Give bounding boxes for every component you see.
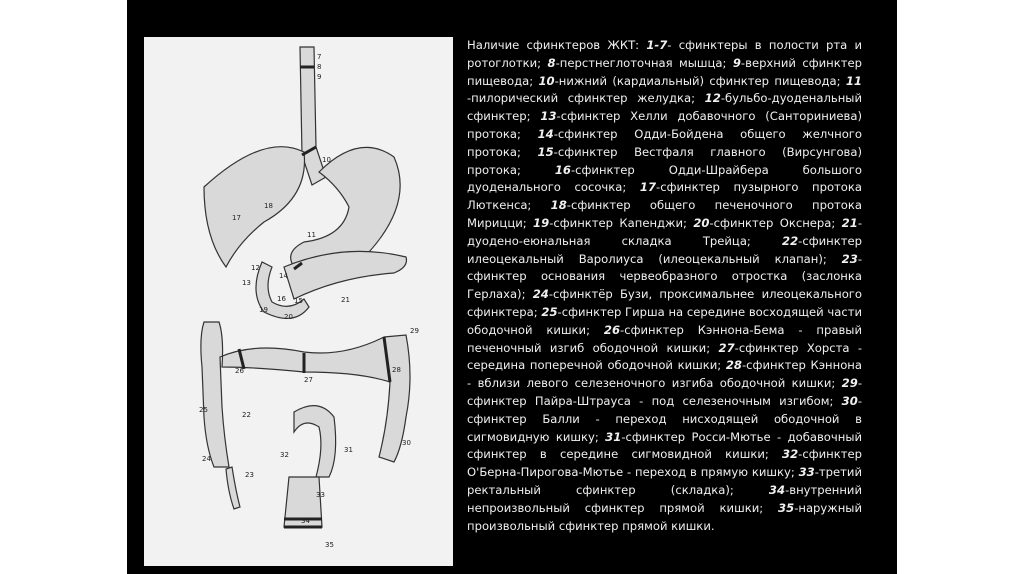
- figure-label: 32: [280, 451, 289, 459]
- caption-text: -сфинктер Гирша на середине восходящей части ободочной кишки;: [467, 304, 862, 337]
- caption-text: -сфинктер Хорста - середина поперечной ободочной кишки;: [467, 340, 862, 373]
- figure-label: 12: [251, 264, 260, 272]
- figure-label: 29: [410, 327, 419, 335]
- figure-label: 34: [301, 517, 310, 525]
- figure-label: 25: [199, 406, 208, 414]
- caption-number: 10: [538, 73, 555, 88]
- figure-label: 23: [245, 471, 254, 479]
- appendix-shape: [226, 467, 240, 509]
- caption-text: -сфинктер илеоцекальный Варолиуса (илеоцекальный клапан);: [467, 233, 862, 266]
- figure-label: 18: [264, 202, 273, 210]
- caption-number: 21: [841, 215, 858, 230]
- figure-label: 14: [279, 272, 288, 280]
- caption-number: 28: [725, 358, 742, 373]
- figure-label: 31: [344, 446, 353, 454]
- figure-label: 17: [232, 214, 241, 222]
- caption-number: 8: [547, 55, 556, 70]
- colon-shape: [201, 322, 410, 467]
- caption-text: -перстнеглоточная мышца;: [555, 55, 733, 70]
- caption-text: -сфинктер Кэннона - вблизи левого селезеночного изгиба ободочной кишки;: [467, 358, 862, 391]
- figure-label: 7: [317, 53, 322, 61]
- caption-text: -наружный произвольный сфинктер прямой кишки.: [467, 500, 862, 533]
- caption-number: 27: [718, 340, 735, 355]
- figure-label: 28: [392, 366, 401, 374]
- caption-text: -сфинктер основания червеобразного отростка (заслонка Герлаха);: [467, 251, 862, 302]
- caption-number: 1-7: [646, 38, 668, 52]
- caption-number: 22: [782, 233, 799, 248]
- gi-tract-illustration: [144, 37, 453, 566]
- caption-text: -сфинктер Окснера;: [709, 215, 842, 230]
- figure-label: 33: [316, 491, 325, 499]
- caption-number: 32: [782, 447, 799, 462]
- caption-text: - сфинктеры в полости рта и ротоглотки;: [467, 38, 862, 70]
- caption-text: -сфинктер общего печеночного протока Мирицци;: [467, 198, 862, 230]
- caption-number: 18: [550, 198, 567, 213]
- caption-number: 19: [533, 215, 550, 230]
- caption-number: 13: [540, 109, 557, 124]
- figure-label: 16: [277, 295, 286, 303]
- figure-label: 24: [202, 455, 211, 463]
- caption-text: -сфинктер Кэннона-Бема - правый печеночный изгиб ободочной кишки;: [467, 322, 862, 355]
- caption-text: -внутренний непроизвольный сфинктер прямой кишки;: [467, 482, 862, 515]
- caption-text: -сфинктер Капенджи;: [549, 215, 694, 230]
- caption-number: 29: [841, 376, 858, 391]
- figure-label: 30: [402, 439, 411, 447]
- figure-label: 10: [322, 156, 331, 164]
- figure-label: 27: [304, 376, 313, 384]
- caption-text: -сфинктер Одди-Бойдена общего желчного протока;: [467, 126, 862, 159]
- caption-number: 14: [537, 126, 554, 141]
- sigmoid-shape: [294, 406, 336, 477]
- caption-text: -сфинктер Вестфаля главного (Вирсунгова) протока;: [467, 144, 862, 177]
- sphincter-description: [467, 37, 862, 569]
- caption-number: 17: [639, 180, 657, 195]
- caption-number: 16: [554, 162, 571, 177]
- caption-number: 11: [845, 73, 862, 88]
- figure-label: 11: [307, 231, 316, 239]
- caption-number: 15: [537, 144, 554, 159]
- caption-text: -сфинктер Балли - переход нисходящей ободочной в сигмовидную кишку;: [467, 393, 862, 444]
- caption-number: 34: [768, 482, 786, 497]
- caption-number: 24: [532, 287, 549, 302]
- caption-number: 26: [603, 322, 621, 337]
- caption-number: 23: [841, 251, 858, 266]
- caption-text: -сфинктер Одди-Шрайбера большого дуоденального сосочка;: [467, 162, 862, 195]
- figure-label: 22: [242, 411, 251, 419]
- caption-number: 30: [841, 393, 858, 408]
- figure-label: 21: [341, 296, 350, 304]
- caption-text: -сфинктер Хелли добавочного (Санториниева) протока;: [467, 109, 862, 141]
- caption-text: -сфинктер О'Берна-Пирогова-Мютье - переход в прямую кишку;: [467, 447, 862, 480]
- figure-label: 20: [284, 313, 293, 321]
- caption-number: 9: [732, 55, 741, 70]
- caption-number: 35: [778, 500, 795, 515]
- anatomy-drawing: [144, 37, 453, 566]
- caption-text: -третий ректальный сфинктер (складка);: [467, 465, 862, 497]
- caption-number: 25: [541, 304, 558, 319]
- caption-text: -дуодено-еюнальная складка Трейца;: [467, 215, 862, 248]
- figure-label: 13: [242, 279, 251, 287]
- figure-label: 15: [294, 297, 303, 305]
- caption-text: -нижний (кардиальный) сфинктер пищевода;: [554, 73, 846, 88]
- caption-number: 20: [693, 215, 710, 230]
- figure-label: 19: [259, 306, 268, 314]
- caption-text: -верхний сфинктер пищевода;: [467, 55, 862, 88]
- figure-label: 8: [317, 63, 322, 71]
- liver-shape: [204, 147, 305, 267]
- caption-number: 33: [798, 465, 815, 480]
- caption-number: 31: [605, 429, 622, 444]
- figure-label: 35: [325, 541, 334, 549]
- figure-label: 9: [317, 73, 322, 81]
- caption-intro: Наличие сфинктеров ЖКТ:: [467, 38, 647, 52]
- caption-text: -бульбо-дуоденальный сфинктер;: [467, 91, 862, 124]
- caption-text: -сфинктёр Бузи, проксимальнее илеоцекального сфинктера;: [467, 287, 862, 319]
- figure-label: 26: [235, 367, 244, 375]
- caption-text: -сфинктер Пайра-Штрауса - под селезеночным изгибом;: [467, 376, 862, 408]
- caption-number: 12: [704, 91, 721, 106]
- caption-text: -пилорический сфинктер желудка;: [467, 91, 705, 106]
- caption-text: -сфинктер Росси-Мютье - добавочный сфинктер в середине сигмовидной кишки;: [467, 429, 863, 462]
- caption-text: -сфинктер пузырного протока Люткенса;: [467, 180, 863, 213]
